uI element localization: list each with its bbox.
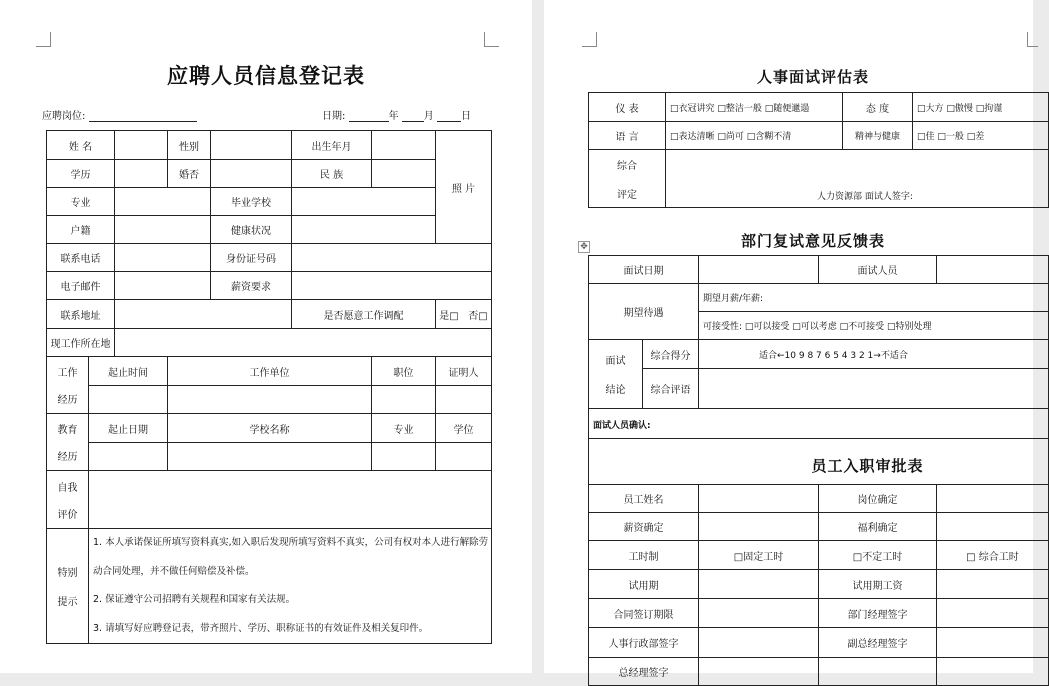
crop-mark-top-right bbox=[1027, 32, 1038, 47]
education-label: 学历 bbox=[47, 160, 115, 188]
edu-header-degree: 学位 bbox=[436, 414, 492, 443]
id-number-label: 身份证号码 bbox=[211, 244, 292, 272]
overall-label bbox=[589, 150, 666, 208]
special-label-1: 特别 bbox=[57, 568, 78, 579]
health-label: 健康状况 bbox=[211, 216, 292, 244]
table-row bbox=[589, 284, 1049, 312]
current-location-label: 现工作所在地 bbox=[47, 329, 115, 357]
work-label-1: 工作 bbox=[57, 368, 78, 379]
probation-pay-cell[interactable] bbox=[937, 570, 1049, 599]
gender-label: 性别 bbox=[168, 131, 211, 160]
hukou-label: 户籍 bbox=[47, 216, 115, 244]
expected-label: 期望待遇 bbox=[589, 284, 699, 340]
interview-date-label: 面试日期 bbox=[589, 256, 699, 284]
work-header-reference: 证明人 bbox=[436, 357, 492, 386]
marital-label: 婚否 bbox=[168, 160, 211, 188]
table-row bbox=[589, 439, 1049, 485]
edu-label bbox=[47, 414, 89, 471]
dept-manager-cell[interactable] bbox=[937, 599, 1049, 628]
language-label: 语 言 bbox=[589, 122, 666, 150]
score-scale[interactable]: 适合←10 9 8 7 6 5 4 3 2 1→不适合 bbox=[699, 340, 1049, 369]
ethnicity-cell[interactable] bbox=[372, 160, 436, 188]
edu-header-school: 学校名称 bbox=[168, 414, 372, 443]
table-move-icon[interactable]: ✥ bbox=[578, 241, 590, 253]
table-row bbox=[47, 443, 492, 471]
crop-mark-top-right bbox=[484, 32, 499, 47]
transfer-options[interactable] bbox=[436, 300, 492, 329]
interviewer-cell[interactable] bbox=[937, 256, 1049, 284]
note-line: 动合同处理，并不做任何赔偿及补偿。 bbox=[93, 565, 255, 577]
fixed-hours-option[interactable]: □固定工时 bbox=[699, 541, 819, 570]
post-cell[interactable] bbox=[937, 485, 1049, 513]
hr-admin-label: 人事行政部签字 bbox=[589, 628, 699, 658]
interview-eval-table bbox=[588, 92, 1049, 208]
gm-cell[interactable] bbox=[819, 658, 937, 686]
work-cell[interactable] bbox=[89, 386, 168, 414]
date-label: 日期: bbox=[322, 111, 346, 122]
table-row bbox=[589, 409, 1049, 439]
year-label: 年 bbox=[388, 111, 399, 122]
month-underline bbox=[402, 111, 424, 122]
table-row bbox=[47, 414, 492, 443]
spirit-label: 精神与健康 bbox=[843, 122, 913, 150]
gm-label: 总经理签字 bbox=[589, 658, 699, 686]
table-row bbox=[47, 244, 492, 272]
month-label: 月 bbox=[423, 111, 434, 122]
gender-cell[interactable] bbox=[211, 131, 292, 160]
appearance-label: 仪 表 bbox=[589, 93, 666, 122]
probation-cell[interactable] bbox=[699, 570, 819, 599]
table-row bbox=[589, 369, 1049, 409]
deputy-manager-label: 副总经理签字 bbox=[819, 628, 937, 658]
table-row bbox=[47, 131, 492, 160]
self-eval-cell[interactable] bbox=[89, 471, 492, 529]
hr-signature[interactable]: 人力资源部 面试人签字: bbox=[666, 150, 1049, 208]
marital-cell[interactable] bbox=[211, 160, 292, 188]
health-cell[interactable] bbox=[292, 216, 436, 244]
note-line: 1. 本人承诺保证所填写资料真实,如入职后发现所填写资料不真实，公司有权对本人进行解除劳 bbox=[93, 537, 489, 548]
welfare-cell[interactable] bbox=[937, 513, 1049, 541]
result-label-1: 面试 bbox=[605, 356, 626, 367]
probation-pay-label: 试用期工资 bbox=[819, 570, 937, 599]
edu-cell[interactable] bbox=[89, 443, 168, 471]
score-label: 综合得分 bbox=[643, 340, 699, 369]
table-row bbox=[47, 188, 492, 216]
address-cell[interactable] bbox=[115, 300, 292, 329]
edu-cell[interactable] bbox=[372, 443, 436, 471]
yes-checkbox[interactable]: 是□ bbox=[439, 310, 459, 322]
ethnicity-label: 民 族 bbox=[292, 160, 372, 188]
spirit-options[interactable]: □佳 □一般 □差 bbox=[913, 122, 1049, 150]
name-label: 姓 名 bbox=[47, 131, 115, 160]
table-row bbox=[589, 340, 1049, 369]
position-field[interactable] bbox=[42, 107, 197, 122]
table-row bbox=[47, 357, 492, 386]
interview-title: 人事面试评估表 bbox=[757, 68, 870, 86]
name-cell[interactable] bbox=[115, 131, 168, 160]
edu-cell[interactable] bbox=[436, 443, 492, 471]
photo-box[interactable]: 照 片 bbox=[436, 131, 492, 244]
hr-admin-cell[interactable] bbox=[699, 628, 819, 658]
table-row bbox=[589, 513, 1049, 541]
expected-salary-field[interactable]: 期望月薪/年薪: bbox=[699, 284, 1049, 312]
table-row bbox=[589, 570, 1049, 599]
overall-label-1: 综合 bbox=[617, 160, 637, 172]
dept-feedback-table bbox=[588, 255, 1049, 686]
grad-school-cell[interactable] bbox=[292, 188, 436, 216]
phone-cell[interactable] bbox=[115, 244, 211, 272]
interview-date-cell[interactable] bbox=[699, 256, 819, 284]
email-cell[interactable] bbox=[115, 272, 211, 300]
table-row bbox=[589, 485, 1049, 513]
table-row bbox=[47, 300, 492, 329]
major-label: 专业 bbox=[47, 188, 115, 216]
table-row bbox=[589, 628, 1049, 658]
contract-cell[interactable] bbox=[699, 599, 819, 628]
self-label-1: 自我 bbox=[57, 482, 78, 494]
table-row bbox=[47, 216, 492, 244]
grad-school-label: 毕业学校 bbox=[211, 188, 292, 216]
table-row bbox=[589, 122, 1049, 150]
table-row bbox=[589, 541, 1049, 570]
id-number-cell[interactable] bbox=[292, 244, 492, 272]
email-label: 电子邮件 bbox=[47, 272, 115, 300]
post-label: 岗位确定 bbox=[819, 485, 937, 513]
table-row bbox=[47, 529, 492, 644]
table-row bbox=[47, 386, 492, 414]
edu-header-period: 起止日期 bbox=[89, 414, 168, 443]
overall-label-2: 评定 bbox=[617, 189, 637, 201]
gm-cell[interactable] bbox=[699, 658, 819, 686]
special-label-2: 提示 bbox=[57, 597, 78, 608]
self-label-2: 评价 bbox=[57, 509, 78, 521]
table-row bbox=[589, 658, 1049, 686]
current-location-cell[interactable] bbox=[115, 329, 492, 357]
attitude-options[interactable]: □大方 □傲慢 □拘谨 bbox=[913, 93, 1049, 122]
position-label: 应聘岗位: bbox=[42, 111, 86, 122]
year-underline bbox=[349, 111, 389, 122]
result-label-2: 结论 bbox=[605, 385, 626, 396]
birth-cell[interactable] bbox=[372, 131, 436, 160]
attitude-label: 态 度 bbox=[843, 93, 913, 122]
probation-label: 试用期 bbox=[589, 570, 699, 599]
address-label: 联系地址 bbox=[47, 300, 115, 329]
special-label bbox=[47, 529, 89, 644]
acceptability-options[interactable]: 可接受性: □可以接受 □可以考虑 □不可接受 □特别处理 bbox=[699, 312, 1049, 340]
day-label: 日 bbox=[460, 111, 471, 122]
salary-label: 薪资要求 bbox=[211, 272, 292, 300]
date-field[interactable] bbox=[322, 107, 471, 122]
table-row bbox=[589, 599, 1049, 628]
emp-name-label: 员工姓名 bbox=[589, 485, 699, 513]
dept-manager-label: 部门经理签字 bbox=[819, 599, 937, 628]
edu-header-major: 专业 bbox=[372, 414, 436, 443]
comment-cell[interactable] bbox=[699, 369, 1049, 409]
table-row bbox=[589, 256, 1049, 284]
gm-cell[interactable] bbox=[937, 658, 1049, 686]
salary-cell[interactable] bbox=[292, 272, 492, 300]
confirm-label[interactable]: 面试人员确认: bbox=[589, 409, 1049, 439]
birth-label: 出生年月 bbox=[292, 131, 372, 160]
work-cell[interactable] bbox=[372, 386, 436, 414]
position-underline bbox=[89, 111, 197, 122]
flexible-hours-option[interactable]: □不定工时 bbox=[819, 541, 937, 570]
phone-label: 联系电话 bbox=[47, 244, 115, 272]
no-checkbox[interactable]: 否□ bbox=[468, 310, 488, 322]
hukou-cell[interactable] bbox=[115, 216, 211, 244]
table-row bbox=[589, 150, 1049, 208]
day-underline bbox=[437, 111, 461, 122]
work-header-employer: 工作单位 bbox=[168, 357, 372, 386]
work-cell[interactable] bbox=[168, 386, 372, 414]
table-row bbox=[47, 471, 492, 529]
registration-title: 应聘人员信息登记表 bbox=[167, 64, 365, 88]
note-line: 3. 请填写好应聘登记表，带齐照片、学历、职称证书的有效证件及相关复印件。 bbox=[93, 622, 429, 634]
note-line: 2. 保证遵守公司招聘有关规程和国家有关法规。 bbox=[93, 594, 296, 605]
work-header-period: 起止时间 bbox=[89, 357, 168, 386]
salary-confirm-label: 薪资确定 bbox=[589, 513, 699, 541]
major-cell[interactable] bbox=[115, 188, 211, 216]
table-row bbox=[589, 93, 1049, 122]
crop-mark-top-left bbox=[36, 32, 51, 47]
edu-cell[interactable] bbox=[168, 443, 372, 471]
result-label bbox=[589, 340, 643, 409]
crop-mark-top-left bbox=[582, 32, 597, 47]
emp-name-cell[interactable] bbox=[699, 485, 819, 513]
edu-label-1: 教育 bbox=[57, 425, 78, 436]
edu-label-2: 经历 bbox=[57, 452, 78, 463]
work-label bbox=[47, 357, 89, 414]
interviewer-label: 面试人员 bbox=[819, 256, 937, 284]
appearance-options[interactable]: □衣冠讲究 □整洁一般 □随便邋遢 bbox=[666, 93, 843, 122]
dept-feedback-title: 部门复试意见反馈表 bbox=[741, 232, 886, 250]
registration-form-table bbox=[46, 130, 492, 644]
page-left bbox=[0, 0, 532, 673]
work-hours-label: 工时制 bbox=[589, 541, 699, 570]
language-options[interactable]: □表达清晰 □尚可 □含糊不清 bbox=[666, 122, 843, 150]
salary-confirm-cell[interactable] bbox=[699, 513, 819, 541]
work-cell[interactable] bbox=[436, 386, 492, 414]
comment-label: 综合评语 bbox=[643, 369, 699, 409]
table-row bbox=[47, 160, 492, 188]
education-cell[interactable] bbox=[115, 160, 168, 188]
table-row bbox=[47, 272, 492, 300]
page-right bbox=[544, 0, 1033, 679]
work-header-position: 职位 bbox=[372, 357, 436, 386]
combined-hours-option[interactable]: □ 综合工时 bbox=[937, 541, 1049, 570]
deputy-manager-cell[interactable] bbox=[937, 628, 1049, 658]
contract-label: 合同签订期限 bbox=[589, 599, 699, 628]
welfare-label: 福利确定 bbox=[819, 513, 937, 541]
transfer-label: 是否愿意工作调配 bbox=[292, 300, 436, 329]
work-label-2: 经历 bbox=[57, 395, 78, 406]
approval-title: 员工入职审批表 bbox=[589, 439, 1049, 485]
table-row bbox=[47, 329, 492, 357]
self-eval-label bbox=[47, 471, 89, 529]
special-notes bbox=[89, 529, 492, 644]
